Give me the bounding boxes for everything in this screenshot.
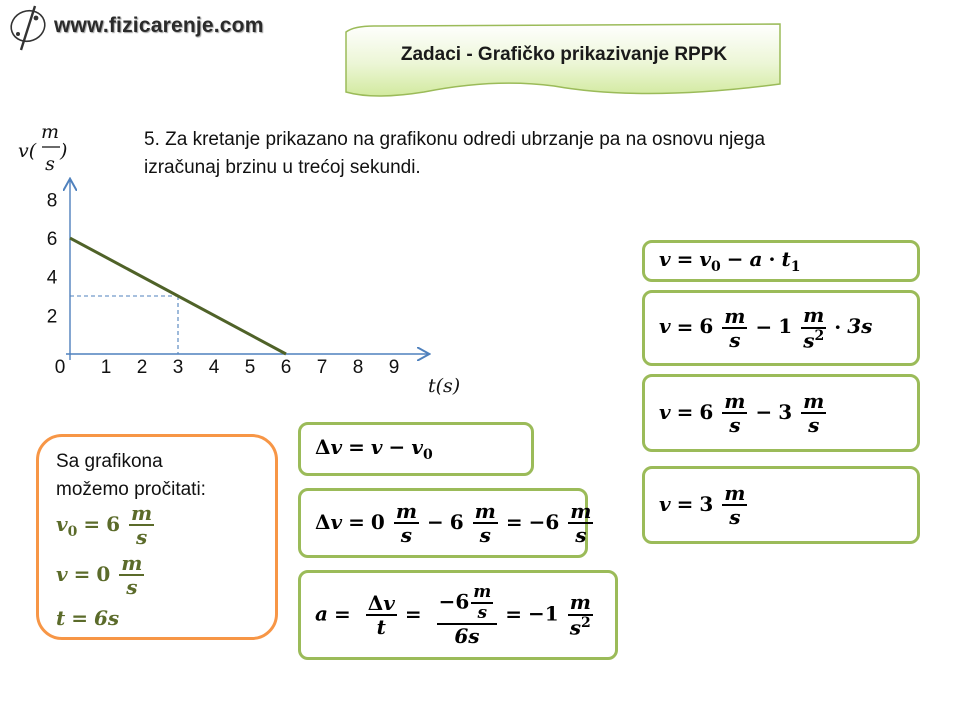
- velocity-simplified-box: v = 6 $\frac{m}{s}$ − 3 $\frac{m}{s}$: [642, 374, 920, 452]
- x-tick-label: 0: [54, 357, 66, 378]
- velocity-series-line: [70, 238, 286, 354]
- read-t: t = 6s: [56, 606, 120, 630]
- velocity-substitution-box: v = 6 $\frac{m}{s}$ − 1 $\frac{m}{s^2}$ · 3s: [642, 290, 920, 366]
- read-intro: [56, 448, 206, 504]
- x-axis-label: t(s): [428, 375, 461, 397]
- x-tick-label: 9: [388, 357, 400, 378]
- read-intro-line-1: Sa grafikona: [56, 451, 163, 472]
- y-tick-label: 6: [46, 229, 58, 251]
- y-axis-label-unit-den: s: [45, 153, 55, 175]
- y-axis-label-close: ): [60, 140, 68, 162]
- x-tick-label: 6: [280, 357, 292, 378]
- velocity-time-chart: [0, 110, 480, 410]
- x-tick-label: 1: [100, 357, 112, 378]
- fizicarenje-logo-icon: [6, 4, 50, 54]
- page-title: Zadaci - Grafičko prikazivanje RPPK: [400, 44, 728, 65]
- velocity-result-box: v = 3 $\frac{m}{s}$: [642, 466, 920, 544]
- read-intro-line-2: možemo pročitati:: [56, 479, 206, 500]
- x-tick-label: 7: [316, 357, 328, 378]
- x-tick-label: 3: [172, 357, 184, 378]
- y-tick-label: 2: [46, 306, 58, 328]
- y-axis-label-var: v(: [18, 140, 37, 162]
- y-tick-label: 4: [46, 267, 58, 289]
- site-url[interactable]: www.fizicarenje.com: [54, 14, 264, 37]
- y-tick-label: 8: [46, 190, 58, 212]
- x-tick-label: 8: [352, 357, 364, 378]
- y-axis-label-unit-num: m: [40, 121, 60, 143]
- delta-v-calculation-box: Δv = 0 $\frac{m}{s}$ − 6 $\frac{m}{s}$ = −6 $\frac{m}{s}$: [298, 488, 588, 558]
- x-tick-label: 5: [244, 357, 256, 378]
- x-tick-label: 2: [136, 357, 148, 378]
- delta-v-definition-box: $\Delta v = v - v_0$: [298, 422, 534, 476]
- acceleration-calculation-box: a = $\frac{\Delta v}{t}$ = −6 $\frac{m}{s}$ 6s = −1 $\frac{m}{s^2}$: [298, 570, 618, 660]
- problem-line-1: 5. Za kretanje prikazano na grafikonu odredi ubrzanje pa na osnovu njega: [144, 129, 766, 150]
- x-tick-label: 4: [208, 357, 220, 378]
- read-v: v = 0 $\frac{m}{s}$: [56, 551, 143, 600]
- velocity-formula-box: $v = v_0 - a \cdot t_1$: [642, 240, 920, 282]
- read-v0: $v_0 = 6$ $\frac{m}{s}$: [56, 501, 153, 550]
- problem-line-2: izračunaj brzinu u trećoj sekundi.: [144, 157, 421, 178]
